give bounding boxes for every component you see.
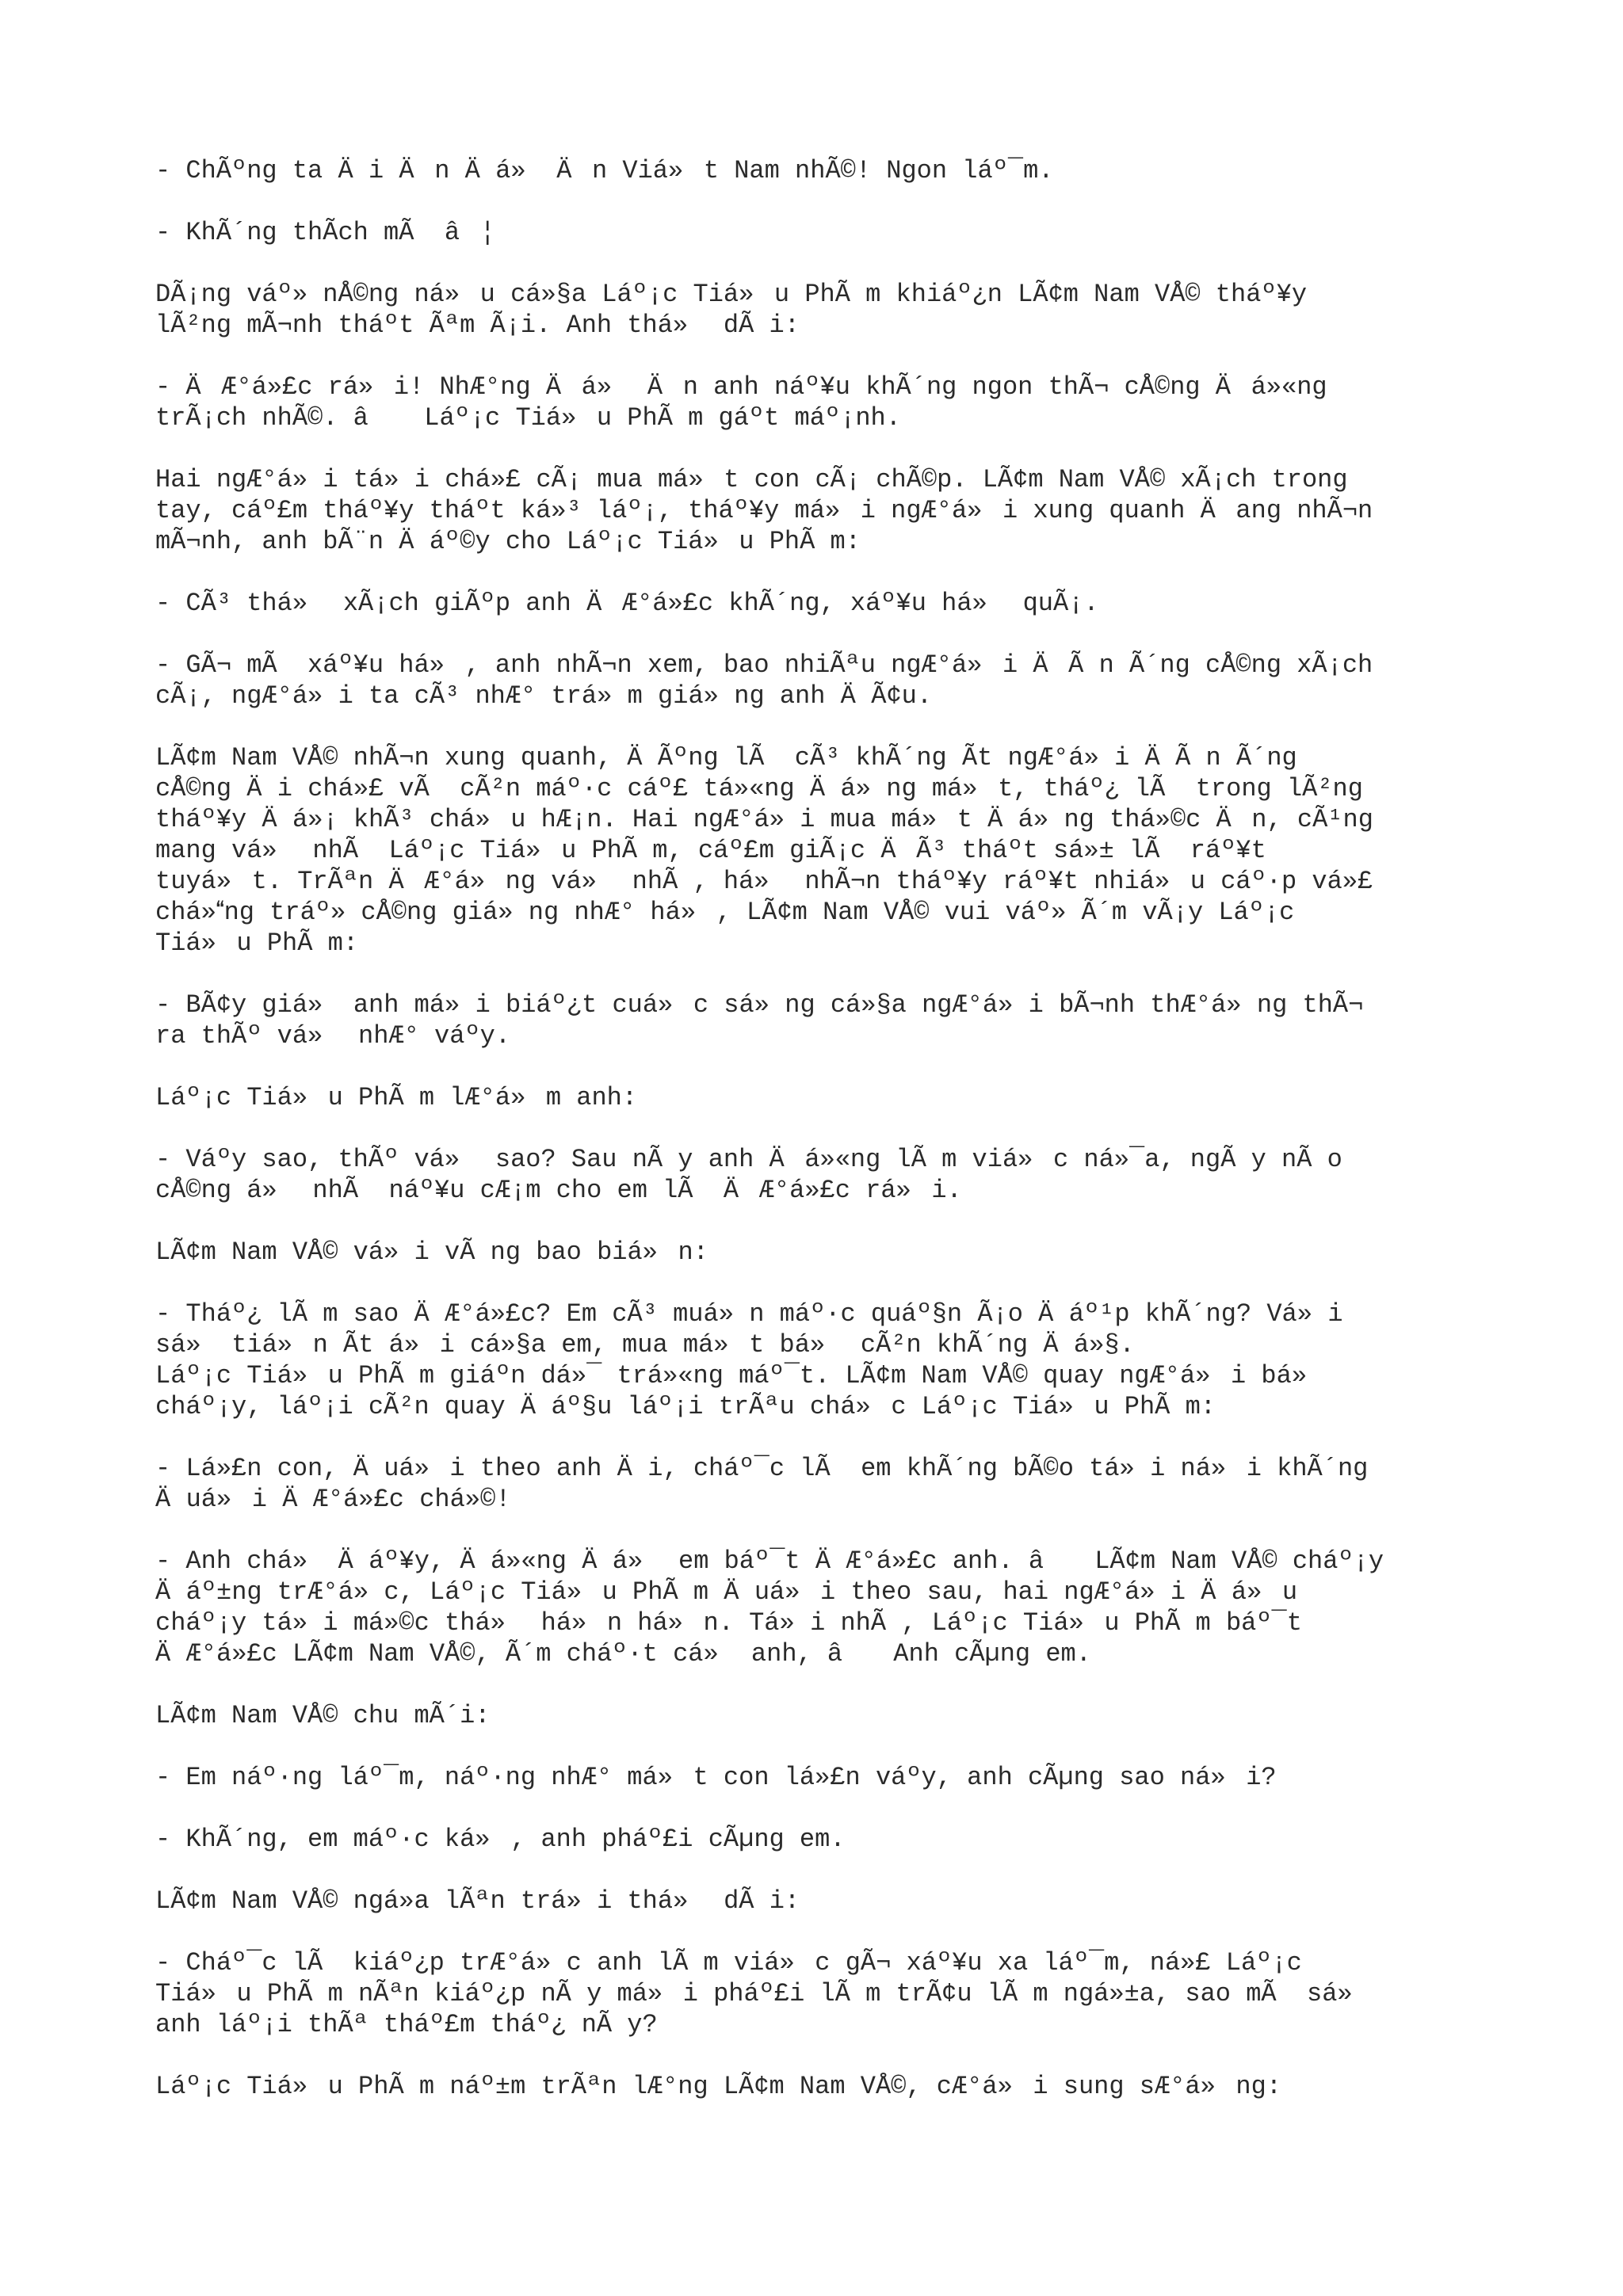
paragraph: - KhÃ´ng, em máº·c ká», anh pháº£i cÃµng em. [155, 1825, 846, 1854]
paragraph: Hai ngÆ°á»i tá»i chá»£ cÃ¡ mua má»t con cÃ¡ chÃ©p. LÃ¢m Nam VÅ© xÃ¡ch trong tay, cáº£m tháº¥y tháºt ká»³ láº¡, tháº¥y má»i ngÆ°á»i xung quanh Äang nhÃ¬n mÃ¬nh, anh bÃ¨n Äáº©y cho Láº¡c Tiá»u PhÃ m: [155, 465, 1373, 556]
paragraph: - Váºy sao, thÃº vá» sao? Sau nÃ y anh Äá»«ng lÃ m viá»c ná»¯a, ngÃ y nÃ o cÅ©ng á» nhÃ náº¥u cÆ¡m cho em lÃ ÄÆ°á»£c rá»i. [155, 1145, 1342, 1205]
paragraph: - Anh chá» Äáº¥y, Äá»«ng Äá» em báº¯t ÄÆ°á»£c anh. â LÃ¢m Nam VÅ© cháº¡y Äáº±ng trÆ°á»c, Láº¡c Tiá»u PhÃ m Äuá»i theo sau, hai ngÆ°á»i Äá»u cháº¡y tá»i má»©c thá» há»n há»n. Tá»i nhÃ , Láº¡c Tiá»u PhÃ m báº¯t ÄÆ°á»£c LÃ¢m Nam VÅ©, Ã´m cháº·t cá» anh, â Anh cÃµng em. [155, 1547, 1384, 1669]
paragraph: - BÃ¢y giá» anh má»i biáº¿t cuá»c sá»ng cá»§a ngÆ°á»i bÃ¬nh thÆ°á»ng thÃ¬ ra thÃº vá» nhÆ° váºy. [155, 990, 1364, 1051]
paragraph: LÃ¢m Nam VÅ© ngá»a lÃªn trá»i thá» dÃ i: [155, 1886, 800, 1916]
paragraph: - Lá»£n con, Äuá»i theo anh Äi, cháº¯c lÃ em khÃ´ng bÃ©o tá»i ná»i khÃ´ng Äuá»i ÄÆ°á»£c chá»©! [155, 1454, 1369, 1514]
paragraph: Láº¡c Tiá»u PhÃ m náº±m trÃªn lÆ°ng LÃ¢m Nam VÅ©, cÆ°á»i sung sÆ°á»ng: [155, 2072, 1282, 2101]
paragraph: - Cháº¯c lÃ kiáº¿p trÆ°á»c anh lÃ m viá»c gÃ¬ xáº¥u xa láº¯m, ná»£ Láº¡c Tiá»u PhÃ m nÃªn kiáº¿p nÃ y má»i pháº£i lÃ m trÃ¢u lÃ m ngá»±a, sao mÃ sá» anh láº¡i thÃª tháº£m tháº¿ nÃ y? [155, 1948, 1373, 2039]
paragraph: Láº¡c Tiá»u PhÃ m lÆ°á»m anh: [155, 1083, 638, 1112]
paragraph: - KhÃ´ng thÃch mÃ â¦ [155, 218, 495, 247]
paragraph: LÃ¢m Nam VÅ© chu mÃ´i: [155, 1701, 491, 1730]
paragraph: DÃ¡ng váº» nÅ©ng ná»u cá»§a Láº¡c Tiá»u PhÃ m khiáº¿n LÃ¢m Nam VÅ© tháº¥y lÃ²ng mÃ¬nh tháºt Ãªm Ã¡i. Anh thá» dÃ i: [155, 280, 1308, 340]
document-page [155, 155, 1487, 2133]
paragraph: - Tháº¿ lÃ m sao ÄÆ°á»£c? Em cÃ³ muá»n máº·c quáº§n Ã¡o Äáº¹p khÃ´ng? Vá»i sá» tiá»n Ãt á»i cá»§a em, mua má»t bá» cÃ²n khÃ´ng Äá»§. Láº¡c Tiá»u PhÃ m giáºn dá»¯ trá»«ng máº¯t. LÃ¢m Nam VÅ© quay ngÆ°á»i bá» cháº¡y, láº¡i cÃ²n quay Äáº§u láº¡i trÃªu chá»c Láº¡c Tiá»u PhÃ m: [155, 1299, 1343, 1421]
paragraph: - GÃ¬ mÃ xáº¥u há», anh nhÃ¬n xem, bao nhiÃªu ngÆ°á»i ÄÃ n Ã´ng cÅ©ng xÃ¡ch cÃ¡, ngÆ°á»i ta cÃ³ nhÆ° trá»m giá»ng anh ÄÃ¢u. [155, 650, 1373, 711]
paragraph: - ÄÆ°á»£c rá»i! NhÆ°ng Äá» Än anh náº¥u khÃ´ng ngon thÃ¬ cÅ©ng Äá»«ng trÃ¡ch nhÃ©. â Láº¡c Tiá»u PhÃ m gáºt máº¡nh. [155, 372, 1327, 433]
paragraph: LÃ¢m Nam VÅ© nhÃ¬n xung quanh, ÄÃºng lÃ cÃ³ khÃ´ng Ãt ngÆ°á»i ÄÃ n Ã´ng cÅ©ng Äi chá»£ vÃ cÃ²n máº·c cáº£ tá»«ng Äá»ng má»t, tháº¿ lÃ trong lÃ²ng tháº¥y Äá»¡ khÃ³ chá»u hÆ¡n. Hai ngÆ°á»i mua má»t Äá»ng thá»©c Än, cÃ¹ng mang vá» nhÃ Láº¡c Tiá»u PhÃ m, cáº£m giÃ¡c ÄÃ³ tháºt sá»± lÃ ráº¥t tuyá»t. TrÃªn ÄÆ°á»ng vá» nhÃ , há» nhÃ¬n tháº¥y ráº¥t nhiá»u cáº·p vá»£ chá»ng tráº» cÅ©ng giá»ng nhÆ° há», LÃ¢m Nam VÅ© vui váº» Ã´m vÃ¡y Láº¡c Tiá»u PhÃ m: [155, 743, 1373, 958]
paragraph: - Em náº·ng láº¯m, náº·ng nhÆ° má»t con lá»£n váºy, anh cÃµng sao ná»i? [155, 1763, 1277, 1792]
paragraph: - ChÃºng ta Äi Än Äá» Än Viá»t Nam nhÃ©! Ngon láº¯m. [155, 156, 1054, 185]
paragraph: LÃ¢m Nam VÅ© vá»i vÃ ng bao biá»n: [155, 1238, 708, 1267]
paragraph: - CÃ³ thá» xÃ¡ch giÃºp anh ÄÆ°á»£c khÃ´ng, xáº¥u há» quÃ¡. [155, 589, 1099, 618]
